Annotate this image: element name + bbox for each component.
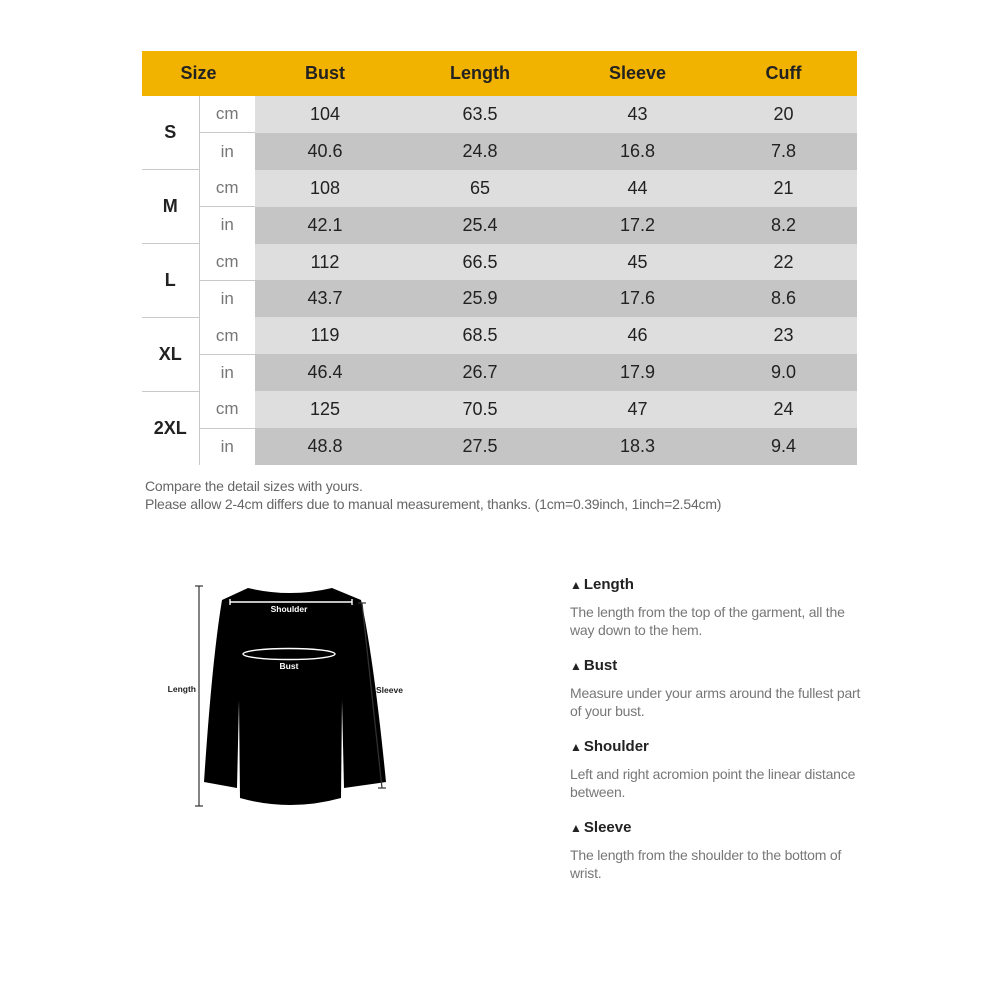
table-cell: 70.5 — [395, 391, 565, 428]
table-cell: 24 — [710, 391, 857, 428]
table-row — [142, 428, 857, 465]
size-chart-table — [142, 51, 857, 465]
table-header-row — [142, 51, 857, 96]
table-cell: 125 — [255, 391, 395, 428]
table-row — [142, 280, 857, 317]
table-row — [142, 133, 857, 170]
table-row — [142, 244, 857, 281]
table-row — [142, 96, 857, 133]
triangle-icon: ▲ — [570, 659, 582, 673]
table-cell: 68.5 — [395, 317, 565, 354]
header-cuff: Cuff — [710, 51, 857, 96]
table-cell: 108 — [255, 170, 395, 207]
desc-text-bust: Measure under your arms around the fullest part of your bust. — [570, 685, 861, 719]
triangle-icon: ▲ — [570, 821, 582, 835]
table-cell: 17.2 — [565, 207, 710, 244]
table-cell: 104 — [255, 96, 395, 133]
header-sleeve: Sleeve — [565, 51, 710, 96]
table-row — [142, 391, 857, 428]
unit-label: cm — [199, 391, 255, 428]
table-cell: 20 — [710, 96, 857, 133]
table-cell: 46.4 — [255, 354, 395, 391]
table-cell: 8.2 — [710, 207, 857, 244]
unit-label: cm — [199, 96, 255, 133]
table-row — [142, 170, 857, 207]
table-cell: 63.5 — [395, 96, 565, 133]
table-cell: 21 — [710, 170, 857, 207]
desc-title-length: Length — [583, 576, 634, 593]
measurement-descriptions — [570, 576, 870, 900]
table-cell: 119 — [255, 317, 395, 354]
desc-title-bust: Bust — [583, 657, 618, 674]
desc-text-sleeve: The length from the shoulder to the bottom of wrist. — [570, 847, 842, 881]
table-cell: 112 — [255, 244, 395, 281]
shoulder-label: Shoulder — [270, 604, 308, 614]
bust-label: Bust — [279, 661, 299, 671]
unit-label: cm — [199, 244, 255, 281]
table-cell: 40.6 — [255, 133, 395, 170]
header-length: Length — [395, 51, 565, 96]
table-cell: 17.9 — [565, 354, 710, 391]
triangle-icon: ▲ — [570, 578, 582, 592]
table-cell: 47 — [565, 391, 710, 428]
table-cell: 65 — [395, 170, 565, 207]
unit-label: cm — [199, 317, 255, 354]
note-allowance: Please allow 2-4cm differs due to manual measurement, thanks. (1cm=0.39inch, 1inch=2.54cm) — [145, 496, 722, 512]
table-cell: 17.6 — [565, 280, 710, 317]
garment-diagram — [160, 570, 430, 820]
table-cell: 16.8 — [565, 133, 710, 170]
table-cell: 7.8 — [710, 133, 857, 170]
table-cell: 45 — [565, 244, 710, 281]
desc-bust — [570, 657, 870, 720]
unit-label: in — [199, 207, 255, 244]
header-bust: Bust — [255, 51, 395, 96]
table-cell: 23 — [710, 317, 857, 354]
unit-label: in — [199, 280, 255, 317]
table-cell: 18.3 — [565, 428, 710, 465]
table-cell: 27.5 — [395, 428, 565, 465]
desc-text-length: The length from the top of the garment, all the way down to the hem. — [570, 604, 845, 638]
table-cell: 46 — [565, 317, 710, 354]
table-cell: 42.1 — [255, 207, 395, 244]
table-cell: 48.8 — [255, 428, 395, 465]
table-cell: 24.8 — [395, 133, 565, 170]
table-cell: 8.6 — [710, 280, 857, 317]
desc-length — [570, 576, 870, 639]
unit-label: in — [199, 133, 255, 170]
table-cell: 43 — [565, 96, 710, 133]
table-cell: 22 — [710, 244, 857, 281]
note-compare: Compare the detail sizes with yours. — [145, 478, 363, 494]
desc-text-shoulder: Left and right acromion point the linear distance between. — [570, 766, 856, 800]
table-cell: 9.4 — [710, 428, 857, 465]
table-row — [142, 317, 857, 354]
size-label: 2XL — [142, 391, 199, 465]
unit-label: in — [199, 354, 255, 391]
desc-title-sleeve: Sleeve — [583, 819, 632, 836]
desc-sleeve — [570, 819, 870, 882]
size-label: M — [142, 170, 199, 244]
table-cell: 66.5 — [395, 244, 565, 281]
table-cell: 26.7 — [395, 354, 565, 391]
unit-label: cm — [199, 170, 255, 207]
desc-title-shoulder: Shoulder — [583, 738, 649, 755]
header-size: Size — [142, 51, 255, 96]
sleeve-label: Sleeve — [376, 685, 403, 695]
unit-label: in — [199, 428, 255, 465]
table-row — [142, 354, 857, 391]
table-cell: 25.4 — [395, 207, 565, 244]
triangle-icon: ▲ — [570, 740, 582, 754]
table-cell: 44 — [565, 170, 710, 207]
table-row — [142, 207, 857, 244]
garment-silhouette — [204, 588, 386, 805]
table-cell: 25.9 — [395, 280, 565, 317]
size-label: XL — [142, 317, 199, 391]
table-cell: 43.7 — [255, 280, 395, 317]
length-label: Length — [167, 684, 196, 694]
desc-shoulder — [570, 738, 870, 801]
size-label: S — [142, 96, 199, 170]
size-label: L — [142, 244, 199, 318]
table-cell: 9.0 — [710, 354, 857, 391]
